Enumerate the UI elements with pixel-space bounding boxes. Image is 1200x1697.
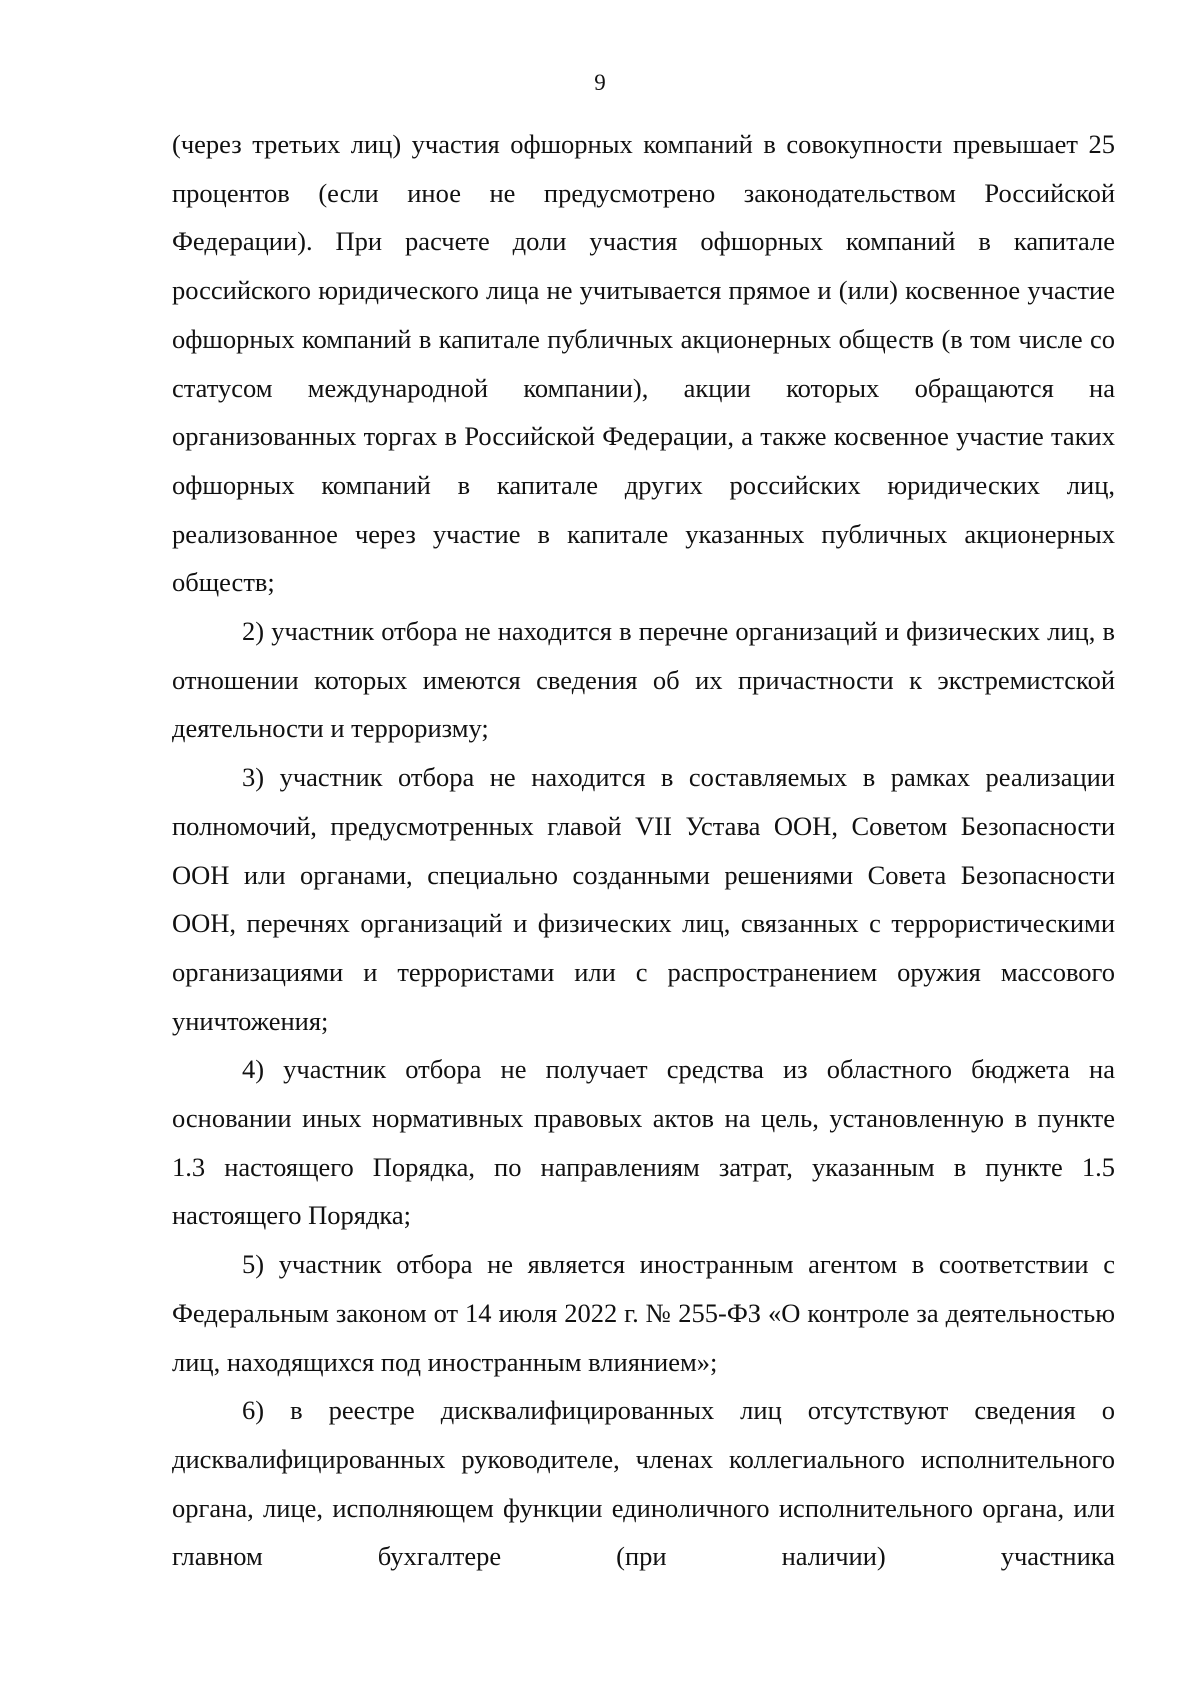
paragraph-item-4: 4) участник отбора не получает средства из областного бюджета на основании иных нормативных правовых актов на цель, установленную в пункте 1.3 настоящего Порядка, по направлениям затрат, указанным в пункте 1.5 настоящего Порядка; [172, 1054, 1115, 1231]
page-number: 9 [594, 70, 606, 95]
paragraph-item-5: 5) участник отбора не является иностранным агентом в соответствии с Федеральным законом от 14 июля 2022 г. № 255-ФЗ «О контроле за деятельностью лиц, находящихся под иностранным влиянием»; [172, 1249, 1115, 1377]
paragraph-item-2: 2) участник отбора не находится в перечне организаций и физических лиц, в отношении которых имеются сведения об их причастности к экстремистской деятельности и терроризму; [172, 616, 1115, 744]
paragraph-continuation: (через третьих лиц) участия офшорных компаний в совокупности превышает 25 процентов (если иное не предусмотрено законодательством Российской Федерации). При расчете доли участия офшорных компаний в капитале российского юридического лица не учитывается прямое и (или) косвенное участие офшорных компаний в капитале публичных акционерных обществ (в том числе со статусом международной компании), акции которых обращаются на организованных торгах в Российской Федерации, а также косвенное участие таких офшорных компаний в капитале других российских юридических лиц, реализованное через участие в капитале указанных публичных акционерных обществ; [172, 129, 1115, 598]
document-body [172, 120, 1115, 1581]
paragraph-item-6: 6) в реестре дисквалифицированных лиц отсутствуют сведения о дисквалифицированных руководителе, членах коллегиального исполнительного органа, лице, исполняющем функции единоличного исполнительного органа, или главном бухгалтере (при наличии) участника [172, 1395, 1115, 1572]
paragraph-item-3: 3) участник отбора не находится в составляемых в рамках реализации полномочий, предусмотренных главой VII Устава ООН, Советом Безопасности ООН или органами, специально созданными решениями Совета Безопасности ООН, перечнях организаций и физических лиц, связанных с террористическими организациями и террористами или с распространением оружия массового уничтожения; [172, 762, 1115, 1036]
